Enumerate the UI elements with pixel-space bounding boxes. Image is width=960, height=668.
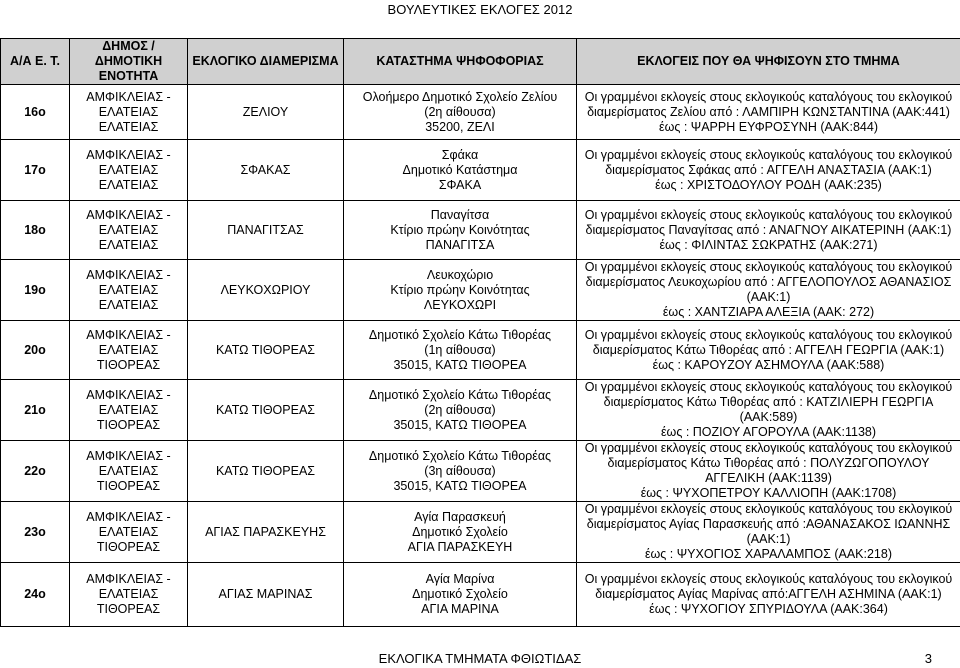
- katastima-cell-line: Σφάκα: [441, 147, 479, 162]
- katastima-cell-line: (3η αίθουσα): [424, 463, 496, 478]
- ekloges-cell-line: διαμερίσματος Παναγίτσας από : ΑΝΑΓΝΟΥ ΑΙΚΑΤΕΡΙΝΗ (ΑΑΚ:1): [585, 222, 952, 237]
- table-header-row: [1, 39, 960, 85]
- row-number: 24ο: [1, 563, 70, 627]
- ekloges-cell-line: διαμερίσματος Κάτω Τιθορέας από : ΚΑΤΖΙΛΙΕΡΗ ΓΕΩΡΓΙΑ: [603, 395, 934, 409]
- table-row: [1, 321, 960, 380]
- katastima-cell: [344, 140, 577, 201]
- dimos-cell-line: ΤΙΘΟΡΕΑΣ: [96, 357, 161, 372]
- ekloges-cell-line: έως : ΨΑΡΡΗ ΕΥΦΡΟΣΥΝΗ (ΑΑΚ:844): [659, 119, 878, 134]
- ekloges-cell: [577, 140, 960, 201]
- table-row: [1, 260, 960, 321]
- dimos-cell-line: ΑΜΦΙΚΛΕΙΑΣ -: [86, 509, 171, 524]
- dimos-cell: [70, 140, 188, 201]
- ekloges-cell: [577, 85, 960, 140]
- ekloges-cell-line: έως : ΨΥΧΟΠΕΤΡΟΥ ΚΑΛΛΙΟΠΗ (ΑΑΚ:1708): [640, 486, 897, 500]
- dimos-cell: [70, 380, 188, 441]
- ekloges-cell: [577, 201, 960, 260]
- katastima-cell: [344, 563, 577, 627]
- ekloges-cell-line: Οι γραμμένοι εκλογείς στους εκλογικούς καταλόγους του εκλογικού: [584, 260, 953, 274]
- table-row: [1, 441, 960, 502]
- katastima-cell-line: Αγία Παρασκευή: [414, 509, 506, 524]
- ekloges-cell: [577, 563, 960, 627]
- ekloges-cell-line: διαμερίσματος Ζελίου από : ΛΑΜΠΙΡΗ ΚΩΝΣΤΑΝΤΙΝΑ (ΑΑΚ:441): [587, 104, 950, 119]
- katastima-cell-line: 35015, ΚΑΤΩ ΤΙΘΟΡΕΑ: [393, 417, 527, 432]
- ekloges-cell-line: Οι γραμμένοι εκλογείς στους εκλογικούς καταλόγους του εκλογικού: [584, 89, 953, 104]
- katastima-cell-line: Δημοτικό Σχολείο Κάτω Τιθορέας: [368, 448, 552, 463]
- ekloges-cell-line: διαμερίσματος Κάτω Τιθορέας από : ΑΓΓΕΛΗ ΓΕΩΡΓΙΑ (ΑΑΚ:1): [592, 342, 945, 357]
- ekloges-cell-line: διαμερίσματος Λευκοχωρίου από : ΑΓΓΕΛΟΠΟΥΛΟΣ ΑΘΑΝΑΣΙΟΣ: [585, 275, 952, 289]
- katastima-cell-line: 35015, ΚΑΤΩ ΤΙΘΟΡΕΑ: [393, 357, 527, 372]
- katastima-cell-line: Δημοτικό Σχολείο: [412, 524, 508, 539]
- ekloges-cell-line: έως : ΧΑΝΤΖΙΑΡΑ ΑΛΕΞΙΑ (ΑΑΚ: 272): [662, 305, 875, 319]
- ekloges-cell: [577, 321, 960, 380]
- dimos-cell: [70, 321, 188, 380]
- katastima-cell-line: Δημοτικό Σχολείο: [412, 587, 508, 601]
- katastima-cell-line: 35015, ΚΑΤΩ ΤΙΘΟΡΕΑ: [393, 478, 527, 493]
- row-number: 17ο: [1, 140, 70, 201]
- katastima-cell-line: Παναγίτσα: [430, 207, 490, 222]
- ekloges-cell-line: έως : ΨΥΧΟΓΙΟΥ ΣΠΥΡΙΔΟΥΛΑ (ΑΑΚ:364): [649, 602, 888, 616]
- diamerisma-cell: ΚΑΤΩ ΤΙΘΟΡΕΑΣ: [188, 441, 344, 502]
- katastima-cell-line: Λευκοχώριο: [426, 267, 494, 282]
- diamerisma-cell: ΠΑΝΑΓΙΤΣΑΣ: [188, 201, 344, 260]
- katastima-cell: [344, 441, 577, 502]
- dimos-cell-line: ΕΛΑΤΕΙΑΣ: [98, 162, 159, 177]
- dimos-cell-line: ΑΜΦΙΚΛΕΙΑΣ -: [86, 572, 171, 586]
- katastima-cell-line: Δημοτικό Κατάστημα: [402, 162, 518, 177]
- ekloges-cell: [577, 260, 960, 321]
- katastima-cell-line: (1η αίθουσα): [424, 342, 496, 357]
- katastima-cell: [344, 380, 577, 441]
- diamerisma-cell: ΖΕΛΙΟΥ: [188, 85, 344, 140]
- katastima-cell: [344, 85, 577, 140]
- dimos-cell-line: ΕΛΑΤΕΙΑΣ: [98, 402, 159, 417]
- dimos-cell-line: ΕΛΑΤΕΙΑΣ: [98, 104, 159, 119]
- katastima-cell-line: ΑΓΙΑ ΠΑΡΑΣΚΕΥΗ: [407, 539, 513, 554]
- dimos-cell: [70, 502, 188, 563]
- dimos-cell-line: ΤΙΘΟΡΕΑΣ: [96, 417, 161, 432]
- dimos-cell-line: ΑΜΦΙΚΛΕΙΑΣ -: [86, 448, 171, 463]
- page-footer: [0, 651, 960, 667]
- ekloges-cell-line: (ΑΑΚ:1): [746, 290, 791, 304]
- dimos-cell-line: ΕΛΑΤΕΙΑΣ: [98, 524, 159, 539]
- ekloges-cell-line: διαμερίσματος Αγίας Μαρίνας από:ΑΓΓΕΛΗ ΑΣΗΜΙΝΑ (ΑΑΚ:1): [595, 587, 942, 601]
- diamerisma-cell: ΛΕΥΚΟΧΩΡΙΟΥ: [188, 260, 344, 321]
- dimos-cell-line: ΑΜΦΙΚΛΕΙΑΣ -: [86, 327, 171, 342]
- katastima-cell: [344, 201, 577, 260]
- katastima-cell-line: Αγία Μαρίνα: [425, 572, 495, 586]
- ekloges-cell-line: (ΑΑΚ:589): [739, 410, 798, 424]
- ekloges-cell-line: Οι γραμμένοι εκλογείς στους εκλογικούς καταλόγους του εκλογικού: [584, 380, 953, 394]
- table-row: [1, 85, 960, 140]
- dimos-cell-line: ΑΜΦΙΚΛΕΙΑΣ -: [86, 387, 171, 402]
- ekloges-cell-line: (ΑΑΚ:1): [746, 532, 791, 546]
- ekloges-cell-line: Οι γραμμένοι εκλογείς στους εκλογικούς καταλόγους του εκλογικού: [584, 441, 953, 455]
- col-header-ekloges: ΕΚΛΟΓΕΙΣ ΠΟΥ ΘΑ ΨΗΦΙΣΟΥΝ ΣΤΟ ΤΜΗΜΑ: [577, 39, 960, 85]
- diamerisma-cell: ΚΑΤΩ ΤΙΘΟΡΕΑΣ: [188, 380, 344, 441]
- katastima-cell-line: ΛΕΥΚΟΧΩΡΙ: [423, 297, 497, 312]
- row-number: 20ο: [1, 321, 70, 380]
- ekloges-cell-line: Οι γραμμένοι εκλογείς στους εκλογικούς καταλόγους του εκλογικού: [584, 572, 953, 586]
- dimos-cell-line: ΕΛΑΤΕΙΑΣ: [98, 342, 159, 357]
- diamerisma-cell: ΣΦΑΚΑΣ: [188, 140, 344, 201]
- ekloges-cell: [577, 441, 960, 502]
- dimos-cell: [70, 260, 188, 321]
- ekloges-cell-line: έως : ΨΥΧΟΓΙΟΣ ΧΑΡΑΛΑΜΠΟΣ (ΑΑΚ:218): [644, 547, 893, 561]
- katastima-cell-line: (2η αίθουσα): [424, 104, 496, 119]
- page-number: 3: [924, 651, 932, 666]
- ekloges-cell-line: Οι γραμμένοι εκλογείς στους εκλογικούς καταλόγους του εκλογικού: [584, 327, 953, 342]
- row-number: 22ο: [1, 441, 70, 502]
- table-row: [1, 201, 960, 260]
- dimos-cell-line: ΑΜΦΙΚΛΕΙΑΣ -: [86, 89, 171, 104]
- polling-stations-table: [0, 38, 960, 627]
- table-row: [1, 380, 960, 441]
- ekloges-cell-line: Οι γραμμένοι εκλογείς στους εκλογικούς καταλόγους του εκλογικού: [584, 502, 953, 516]
- dimos-cell: [70, 85, 188, 140]
- dimos-cell-line: ΕΛΑΤΕΙΑΣ: [98, 177, 159, 192]
- col-header-aa: Α/Α Ε. Τ.: [1, 39, 70, 85]
- row-number: 19ο: [1, 260, 70, 321]
- katastima-cell-line: ΣΦΑΚΑ: [438, 177, 482, 192]
- dimos-cell-line: ΑΜΦΙΚΛΕΙΑΣ -: [86, 207, 171, 222]
- katastima-cell: [344, 260, 577, 321]
- diamerisma-cell: ΑΓΙΑΣ ΜΑΡΙΝΑΣ: [188, 563, 344, 627]
- katastima-cell-line: Ολοήμερο Δημοτικό Σχολείο Ζελίου: [362, 89, 558, 104]
- col-header-dimos: ΔΗΜΟΣ / ΔΗΜΟΤΙΚΗ ΕΝΟΤΗΤΑ: [70, 39, 188, 85]
- dimos-cell-line: ΕΛΑΤΕΙΑΣ: [98, 463, 159, 478]
- katastima-cell: [344, 502, 577, 563]
- table-row: [1, 563, 960, 627]
- row-number: 23ο: [1, 502, 70, 563]
- dimos-cell-line: ΤΙΘΟΡΕΑΣ: [96, 539, 161, 554]
- row-number: 16ο: [1, 85, 70, 140]
- dimos-cell: [70, 201, 188, 260]
- ekloges-cell-line: ΑΓΓΕΛΙΚΗ (ΑΑΚ:1139): [705, 471, 832, 485]
- ekloges-cell-line: έως : ΦΙΛΙΝΤΑΣ ΣΩΚΡΑΤΗΣ (ΑΑΚ:271): [659, 237, 878, 252]
- dimos-cell: [70, 563, 188, 627]
- dimos-cell-line: ΑΜΦΙΚΛΕΙΑΣ -: [86, 267, 171, 282]
- dimos-cell-line: ΤΙΘΟΡΕΑΣ: [96, 478, 161, 493]
- col-header-katastima: ΚΑΤΑΣΤΗΜΑ ΨΗΦΟΦΟΡΙΑΣ: [344, 39, 577, 85]
- dimos-cell-line: ΕΛΑΤΕΙΑΣ: [98, 587, 159, 601]
- katastima-cell-line: Κτίριο πρώην Κοινότητας: [390, 282, 530, 297]
- ekloges-cell: [577, 502, 960, 563]
- ekloges-cell-line: έως : ΧΡΙΣΤΟΔΟΥΛΟΥ ΡΟΔΗ (ΑΑΚ:235): [655, 177, 882, 192]
- katastima-cell: [344, 321, 577, 380]
- table-row: [1, 502, 960, 563]
- ekloges-cell-line: έως : ΚΑΡΟΥΖΟΥ ΑΣΗΜΟΥΛΑ (ΑΑΚ:588): [652, 357, 885, 372]
- page-header-title: ΒΟΥΛΕΥΤΙΚΕΣ ΕΚΛΟΓΕΣ 2012: [387, 2, 573, 17]
- dimos-cell: [70, 441, 188, 502]
- ekloges-cell-line: διαμερίσματος Κάτω Τιθορέας από : ΠΟΛΥΖΩΓΟΠΟΥΛΟΥ: [607, 456, 930, 470]
- katastima-cell-line: Δημοτικό Σχολείο Κάτω Τιθορέας: [368, 387, 552, 402]
- katastima-cell-line: 35200, ΖΕΛΙ: [425, 119, 495, 134]
- table-body: [1, 85, 960, 627]
- table-row: [1, 140, 960, 201]
- dimos-cell-line: ΕΛΑΤΕΙΑΣ: [98, 237, 159, 252]
- ekloges-cell: [577, 380, 960, 441]
- footer-text: ΕΚΛΟΓΙΚΑ ΤΜΗΜΑΤΑ ΦΘΙΩΤΙΔΑΣ: [378, 651, 582, 666]
- katastima-cell-line: ΠΑΝΑΓΙΤΣΑ: [425, 237, 495, 252]
- ekloges-cell-line: διαμερίσματος Σφάκας από : ΑΓΓΕΛΗ ΑΝΑΣΤΑΣΙΑ (ΑΑΚ:1): [605, 162, 932, 177]
- dimos-cell-line: ΤΙΘΟΡΕΑΣ: [96, 602, 161, 616]
- col-header-diamerisma: ΕΚΛΟΓΙΚΟ ΔΙΑΜΕΡΙΣΜΑ: [188, 39, 344, 85]
- diamerisma-cell: ΑΓΙΑΣ ΠΑΡΑΣΚΕΥΗΣ: [188, 502, 344, 563]
- dimos-cell-line: ΕΛΑΤΕΙΑΣ: [98, 282, 159, 297]
- ekloges-cell-line: Οι γραμμένοι εκλογείς στους εκλογικούς καταλόγους του εκλογικού: [584, 207, 953, 222]
- katastima-cell-line: (2η αίθουσα): [424, 402, 496, 417]
- diamerisma-cell: ΚΑΤΩ ΤΙΘΟΡΕΑΣ: [188, 321, 344, 380]
- dimos-cell-line: ΑΜΦΙΚΛΕΙΑΣ -: [86, 147, 171, 162]
- ekloges-cell-line: Οι γραμμένοι εκλογείς στους εκλογικούς καταλόγους του εκλογικού: [584, 147, 953, 162]
- dimos-cell-line: ΕΛΑΤΕΙΑΣ: [98, 119, 159, 134]
- katastima-cell-line: Δημοτικό Σχολείο Κάτω Τιθορέας: [368, 327, 552, 342]
- dimos-cell-line: ΕΛΑΤΕΙΑΣ: [98, 297, 159, 312]
- ekloges-cell-line: διαμερίσματος Αγίας Παρασκευής από :ΑΘΑΝΑΣΑΚΟΣ ΙΩΑΝΝΗΣ: [586, 517, 951, 531]
- ekloges-cell-line: έως : ΠΟΖΙΟΥ ΑΓΟΡΟΥΛΑ (ΑΑΚ:1138): [660, 425, 877, 439]
- row-number: 18ο: [1, 201, 70, 260]
- dimos-cell-line: ΕΛΑΤΕΙΑΣ: [98, 222, 159, 237]
- katastima-cell-line: ΑΓΙΑ ΜΑΡΙΝΑ: [421, 602, 499, 616]
- katastima-cell-line: Κτίριο πρώην Κοινότητας: [390, 222, 530, 237]
- row-number: 21ο: [1, 380, 70, 441]
